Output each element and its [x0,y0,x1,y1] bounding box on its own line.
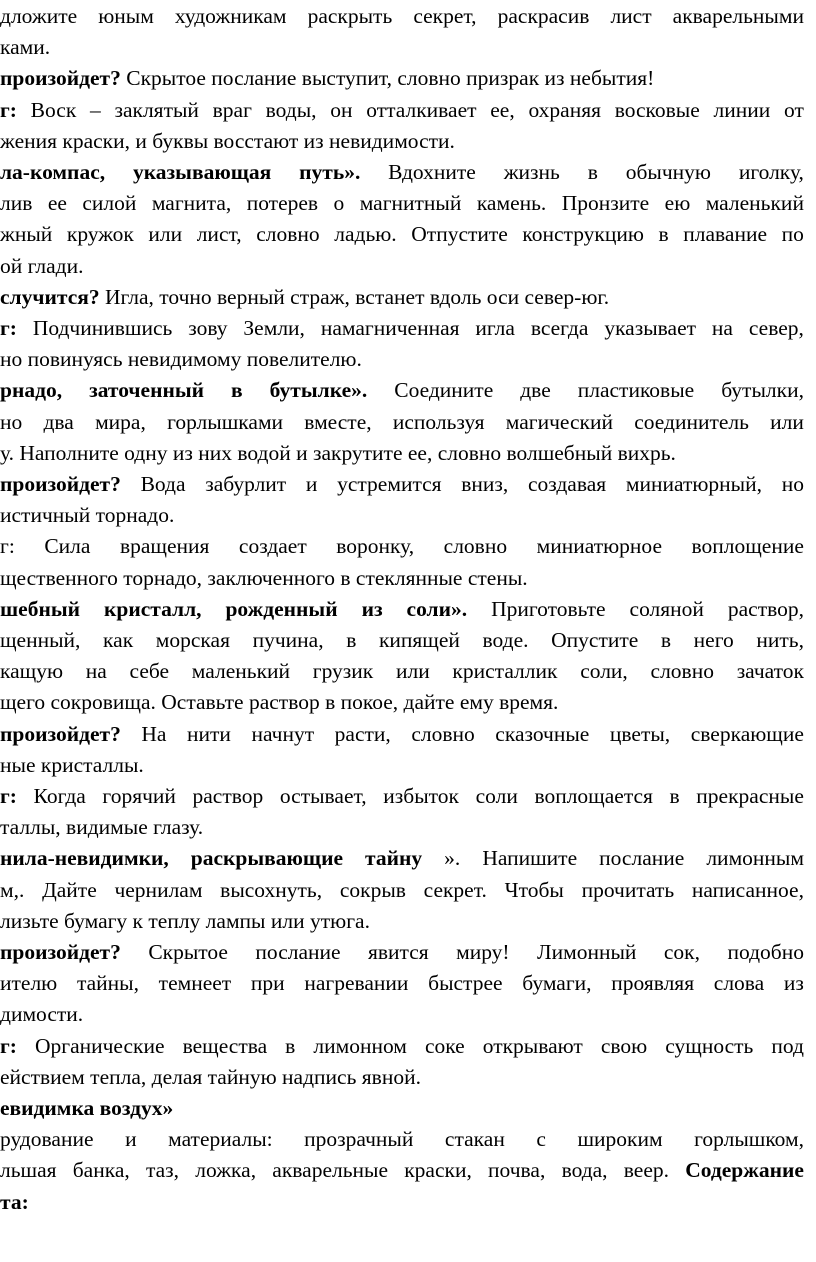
text-line: евидимка воздух» [0,1096,174,1120]
text-line: ителю тайны, темнеет при нагревании быстрее бумаги, проявляя слова из [0,971,804,996]
text-line: ействием тепла, делая тайную надпись явной. [0,1064,421,1089]
text-line: жения краски, и буквы восстают из невидимости. [0,128,455,153]
text-line: щественного торнадо, заключенного в стеклянные стены. [0,565,528,590]
text-line: таллы, видимые глазу. [0,815,204,840]
text-line: льшая банка, таз, ложка, акварельные краски, почва, вода, веер. Содержание [0,1158,804,1183]
text-line: жный кружок или лист, словно ладью. Отпустите конструкцию в плавание по [0,222,804,247]
text-line: щего сокровища. Оставьте раствор в покое, дайте ему время. [0,690,559,715]
text-line: но повинуясь невидимому повелителю. [0,347,362,372]
text-line: ками. [0,35,51,60]
text-line: но два мира, горлышками вместе, используя магический соединитель или [0,409,804,434]
text-line: истичный торнадо. [0,503,175,528]
text-line: рнадо, заточенный в бутылке». Соедините две пластиковые бутылки, [0,378,804,403]
text-line: димости. [0,1002,84,1027]
text-line: рудование и материалы: прозрачный стакан с широким горлышком, [0,1127,804,1152]
text-line: ные кристаллы. [0,752,144,777]
text-line: случится? Игла, точно верный страж, встанет вдоль оси север-юг. [0,284,610,309]
text-line: м,. Дайте чернилам высохнуть, сокрыв секрет. Чтобы прочитать написанное, [0,877,804,902]
text-line: щенный, как морская пучина, в кипящей воде. Опустите в него нить, [0,628,804,652]
text-line: г: Сила вращения создает воронку, словно миниатюрное воплощение [0,534,804,559]
text-line: нила-невидимки, раскрывающие тайну ». Напишите послание лимонным [0,846,804,871]
text-line: произойдет? Вода забурлит и устремится вниз, создавая миниатюрный, но [0,472,804,496]
text-line: шебный кристалл, рожденный из соли». Приготовьте соляной раствор, [0,596,804,621]
text-line: ла-компас, указывающая путь». Вдохните жизнь в обычную иголку, [0,160,804,184]
text-line: г: Подчинившись зову Земли, намагниченная игла всегда указывает на север, [0,316,804,340]
text-line: произойдет? На нити начнут расти, словно сказочные цветы, сверкающие [0,721,804,746]
text-line: лив ее силой магнита, потерев о магнитный камень. Пронзите ею маленький [0,191,804,216]
text-line: г: Воск – заклятый враг воды, он отталкивает ее, охраняя восковые линии от [0,97,804,122]
text-line: г: Когда горячий раствор остывает, избыток соли воплощается в прекрасные [0,784,804,808]
text-line: ой глади. [0,253,84,278]
text-line: лизьте бумагу к теплу лампы или утюга. [0,908,370,933]
text-line: кащую на себе маленький грузик или кристаллик соли, словно зачаток [0,659,804,684]
text-line: дложите юным художникам раскрыть секрет, раскрасив лист акварельными [0,4,804,28]
text-line: у. Наполните одну из них водой и закрутите ее, словно волшебный вихрь. [0,440,676,465]
text-line: та: [0,1189,29,1214]
text-line: произойдет? Скрытое послание выступит, словно призрак из небытия! [0,66,655,91]
text-line: произойдет? Скрытое послание явится миру! Лимонный сок, подобно [0,940,804,964]
text-line: г: Органические вещества в лимонном соке открывают свою сущность под [0,1033,804,1058]
